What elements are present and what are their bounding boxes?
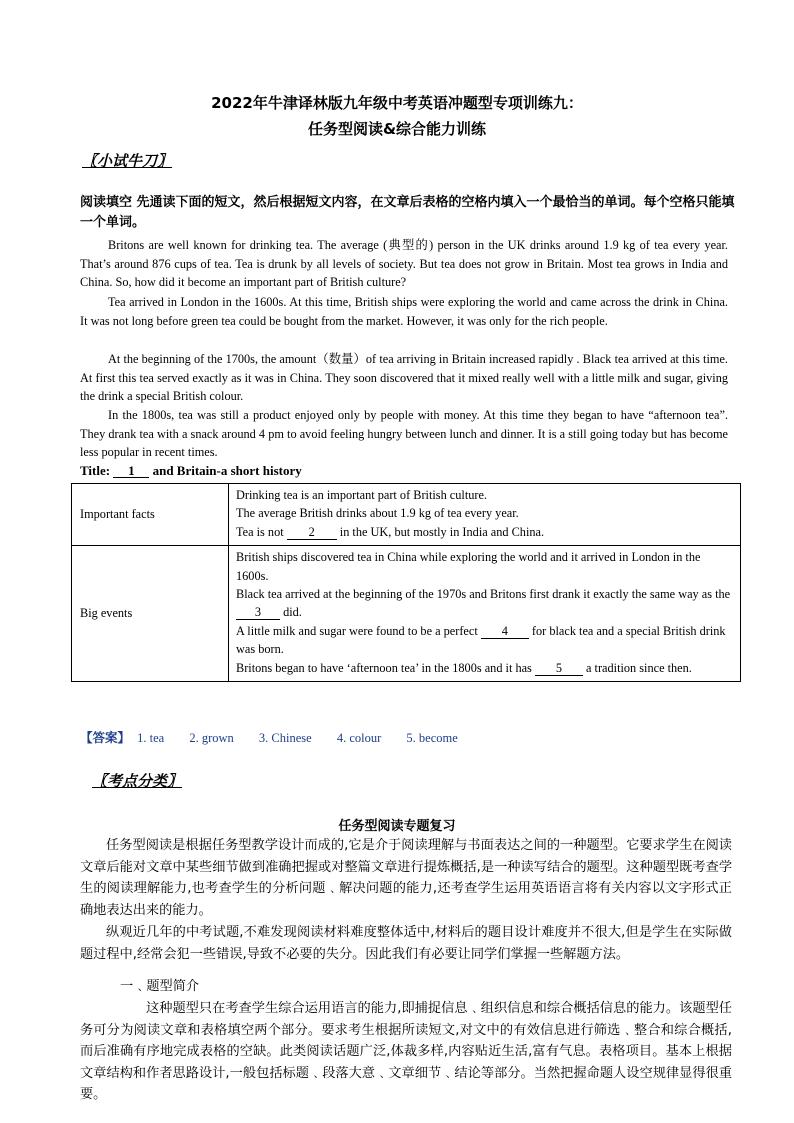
instruction-text: 阅读填空 先通读下面的短文，然后根据短文内容，在文章后表格的空格内填入一个最恰当的单词。每个空格只能填一个单词。 xyxy=(80,195,735,230)
answer-line xyxy=(80,728,480,746)
table-row-big-events xyxy=(72,546,741,682)
table-title-prefix: Title: xyxy=(80,463,111,478)
event-line-4-post: a tradition since then. xyxy=(586,660,692,675)
answer-item-5: 5. become xyxy=(406,731,458,745)
fact-line-1: Drinking tea is an important part of British culture. xyxy=(236,488,488,502)
blank-4[interactable]: 4 xyxy=(481,625,529,639)
passage-paragraph-4: In the 1800s, tea was still a product enjoyed only by people with money. At this time they began to have “afternoon tea”. They drank tea with a snack around 4 pm to avoid feeling hungry between lunch and dinner. It is a still going today but has become less popular in recent times. xyxy=(80,408,728,460)
event-line-3-pre: A little milk and sugar were found to be a perfect xyxy=(236,623,478,638)
event-line-2-post: did. xyxy=(283,605,302,620)
review-subtitle: 任务型阅读专题复习 xyxy=(338,819,456,834)
subheading-intro: 一﹑题型简介 xyxy=(120,979,200,994)
passage-paragraph-3: At the beginning of the 1700s, the amount（数量）of tea arriving in Britain increased rapidly . Black tea arrived at this time. At first this tea served exactly as it was in China. They soon discovered that it mixed really well with a little milk and sugar, giving the drink a special British colour. xyxy=(80,352,728,404)
row-content-important-facts xyxy=(229,484,741,546)
row-label-big-events: Big events xyxy=(72,546,229,682)
fact-line-2: The average British drinks about 1.9 kg of tea every year. xyxy=(236,506,519,521)
blank-1[interactable]: 1 xyxy=(113,464,149,478)
table-title-suffix: and Britain-a short history xyxy=(152,463,302,478)
answer-item-1: 1. tea xyxy=(137,731,165,745)
answer-item-3: 3. Chinese xyxy=(258,731,312,745)
row-label-important-facts: Important facts xyxy=(72,484,229,546)
fact-line-3-post: in the UK, but mostly in India and China. xyxy=(339,524,545,539)
section-heading-practice: 〖小试牛刀〗 xyxy=(82,152,173,170)
event-line-4 xyxy=(236,659,732,677)
event-line-4-pre: Britons began to have ‘afternoon tea’ in the 1800s and it has xyxy=(236,660,532,675)
table-title-line xyxy=(80,463,302,479)
row-content-big-events xyxy=(229,546,741,682)
blank-5[interactable]: 5 xyxy=(535,662,583,676)
event-line-3 xyxy=(236,622,732,659)
event-line-3-post: for black tea and a special British drink was born. xyxy=(236,623,726,657)
document-title-line1: 2022年牛津译林版九年级中考英语冲题型专项训练九： xyxy=(211,94,583,112)
review-paragraph-1: 任务型阅读是根据任务型教学设计而成的,它是介于阅读理解与书面表达之间的一种题型。它要求学生在阅读文章后能对文章中某些细节做到准确把握或对整篇文章进行提炼概括,是一种读写结合的题型。这种题型既考查学生的阅读理解能力,也考查学生的分析问题﹑解决问题的能力,还考查学生运用英语语言将有关内容以文字形式正确地表达出来的能力。 xyxy=(80,838,732,918)
table-row-important-facts xyxy=(72,484,741,546)
section-heading-categories: 〖考点分类〗 xyxy=(92,772,183,790)
passage-paragraph-2: Tea arrived in London in the 1600s. At this time, British ships were exploring the world and came across the drink in China. It was not long before green tea could be bought from the market. However, it was only for the rich people. xyxy=(80,295,728,328)
review-paragraph-2: 纵观近几年的中考试题,不难发现阅读材料难度整体适中,材料后的题目设计难度并不很大,但是学生在实际做题过程中,经常会犯一些错误,导致不必要的失分。因此我们有必要让同学们掌握一些解题方法。 xyxy=(80,925,732,962)
task-table xyxy=(71,483,741,682)
event-line-1: British ships discovered tea in China while exploring the world and it arrived in London in the 1600s. xyxy=(236,550,701,583)
answer-label: 【答案】 xyxy=(80,730,131,745)
review-paragraph-3: 这种题型只在考查学生综合运用语言的能力,即捕捉信息﹑组织信息和综合概括信息的能力。该题型任务可分为阅读文章和表格填空两个部分。要求考生根据所读短文,对文中的有效信息进行筛选﹑整合和综合概括,而后准确有序地完成表格的空缺。此类阅读话题广泛,体裁多样,内容贴近生活,富有气息。表格项目。基本上根据文章结构和作者思路设计,一般包括标题﹑段落大意﹑文章细节﹑结论等部分。当然把握命题人设空规律显得很重要。 xyxy=(80,1001,732,1102)
fact-line-3-pre: Tea is not xyxy=(236,524,284,539)
answer-item-2: 2. grown xyxy=(189,731,234,745)
document-title-line2: 任务型阅读&综合能力训练 xyxy=(307,120,487,138)
event-line-2-pre: Black tea arrived at the beginning of the 1970s and Britons first drank it exactly the same way as the xyxy=(236,587,731,602)
passage-paragraph-1: Britons are well known for drinking tea. The average (典型的) person in the UK drinks around 1.9 kg of tea every year. That’s around 876 cups of tea. Tea is drunk by all levels of society. But tea does not grow in Britain. Most tea grows in India and China. So, how did it become an important part of British culture? xyxy=(80,238,728,290)
answer-item-4: 4. colour xyxy=(336,731,382,745)
fact-line-3 xyxy=(236,523,732,541)
event-line-2 xyxy=(236,585,732,622)
blank-3[interactable]: 3 xyxy=(236,606,280,620)
blank-2[interactable]: 2 xyxy=(287,526,337,540)
